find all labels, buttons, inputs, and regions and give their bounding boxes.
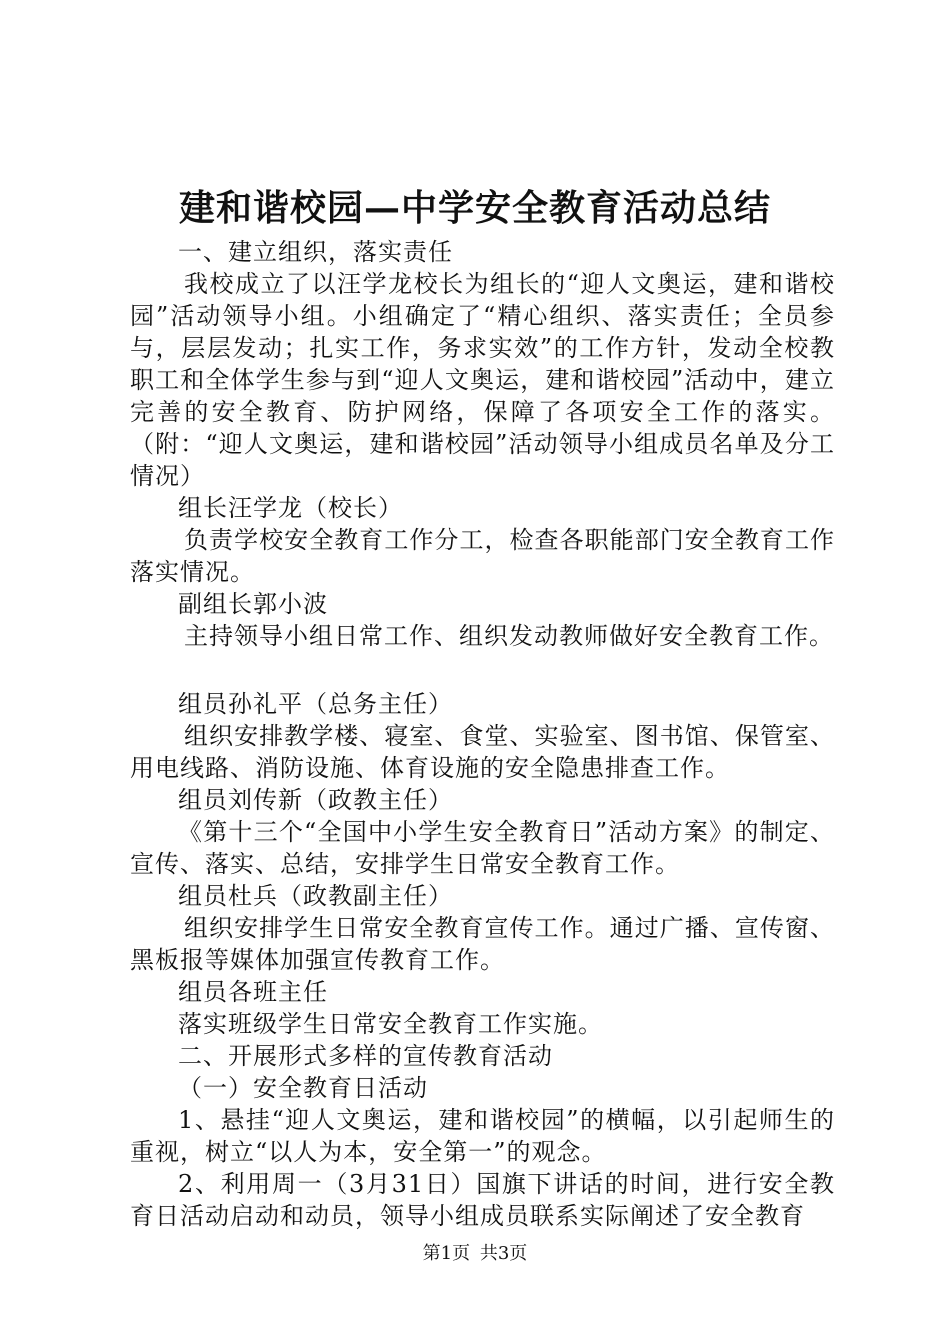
paragraph: 我校成立了以汪学龙校长为组长的“迎人文奥运，建和谐校园”活动领导小组。小组确定了“精心组织、落实责任；全员参与，层层发动；扎实工作，务求实效”的工作方针，发动全校教职工和全体学生参与到“迎人文奥运，建和谐校园”活动中，建立完善的安全教育、防护网络，保障了各项安全工作的落实。（附：“迎人文奥运，建和谐校园”活动领导小组成员名单及分工情况） — [130, 270, 835, 490]
member-title: 组员孙礼平（总务主任） — [178, 690, 453, 718]
section-heading-2: 二、开展形式多样的宣传教育活动 — [178, 1042, 553, 1070]
section-heading-1: 一、建立组织，落实责任 — [178, 238, 453, 266]
document-body — [130, 236, 835, 1232]
list-item: 2、利用周一（3月31日）国旗下讲话的时间，进行安全教育日活动启动和动员，领导小组成员联系实际阐述了安全教育 — [130, 1170, 835, 1230]
member-title: 组员杜兵（政教副主任） — [178, 882, 453, 910]
paragraph: 负责学校安全教育工作分工，检查各职能部门安全教育工作落实情况。 — [130, 526, 835, 586]
list-item: 1、悬挂“迎人文奥运，建和谐校园”的横幅，以引起师生的重视，树立“以人为本，安全第一”的观念。 — [130, 1106, 835, 1166]
paragraph: 《第十三个“全国中小学生安全教育日”活动方案》的制定、宣传、落实、总结，安排学生日常安全教育工作。 — [130, 818, 835, 878]
document-title: 建和谐校园—中学安全教育活动总结 — [178, 187, 771, 229]
subsection-heading: （一）安全教育日活动 — [178, 1074, 428, 1102]
member-title: 组员刘传新（政教主任） — [178, 786, 453, 814]
member-title: 组长汪学龙（校长） — [178, 494, 403, 522]
paragraph: 组织安排学生日常安全教育宣传工作。通过广播、宣传窗、黑板报等媒体加强宣传教育工作。 — [130, 914, 835, 974]
page-total: 共3页 — [479, 1243, 528, 1264]
member-title: 副组长郭小波 — [178, 590, 328, 618]
paragraph: 组织安排教学楼、寝室、食堂、实验室、图书馆、保管室、用电线路、消防设施、体育设施的安全隐患排查工作。 — [130, 722, 835, 782]
paragraph: 落实班级学生日常安全教育工作实施。 — [178, 1010, 603, 1038]
blank-line — [130, 652, 835, 688]
member-title: 组员各班主任 — [178, 978, 328, 1006]
page-number: 第1页 — [422, 1243, 471, 1264]
paragraph: 主持领导小组日常工作、组织发动教师做好安全教育工作。 — [184, 622, 834, 650]
page-footer — [0, 1242, 950, 1266]
